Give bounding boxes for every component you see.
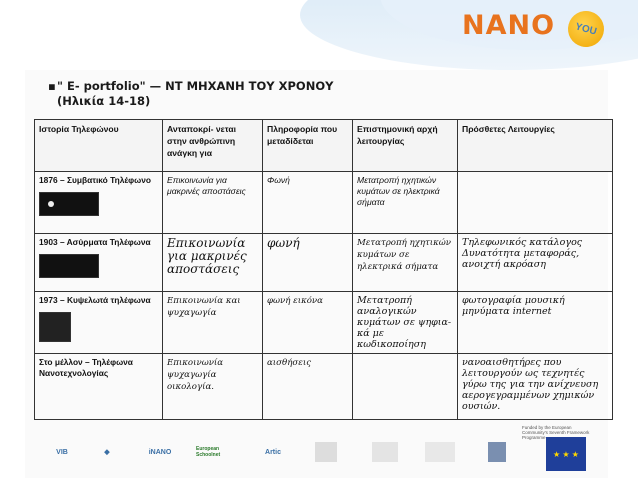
funding-note: Funded by the European Community's Seventh Framework Programme xyxy=(522,425,590,440)
eu-flag-icon: ★ ★ ★ xyxy=(546,437,586,471)
classic-phone-image xyxy=(39,192,99,216)
info-cell: φωνή xyxy=(263,234,353,292)
need-cell: Επικοινωνία και ψυχαγωγία xyxy=(163,292,263,354)
extras-cell: φωτογραφία μουσική μηνύματα internet xyxy=(458,292,613,354)
cordless-phone-image xyxy=(39,254,99,278)
column-header: Πρόσθετες Λειτουργίες xyxy=(458,120,613,172)
need-cell: Επικοινωνία για μακρινές αποστάσεις xyxy=(163,172,263,234)
principle-cell: Μετατροπή αναλογικών κυμάτων σε ψηφια- κά με κωδικοποίηση xyxy=(353,292,458,354)
era-cell xyxy=(35,292,163,354)
heading-line-1: " E- portfolio" — ΝΤ ΜΗΧΑΝΗ ΤΟΥ ΧΡΟΝΟΥ xyxy=(57,79,334,93)
column-header: Πληροφορία που μεταδίδεται xyxy=(263,120,353,172)
info-cell: φωνή εικόνα xyxy=(263,292,353,354)
partner-logo: European Schoolnet xyxy=(196,446,221,458)
partner-logo xyxy=(488,442,506,462)
extras-cell: Τηλεφωνικός κατάλογος Δυνατότητα μεταφοράς, ανοιχτή ακρόαση xyxy=(458,234,613,292)
table-row xyxy=(35,234,613,292)
header-banner xyxy=(0,0,638,70)
partner-logo xyxy=(315,442,337,462)
era-cell xyxy=(35,234,163,292)
partner-logo: VIB xyxy=(56,448,68,456)
extras-cell xyxy=(458,172,613,234)
era-label: 1876 – Συμβατικό Τηλέφωνο xyxy=(39,175,152,185)
info-cell: Φωνή xyxy=(263,172,353,234)
partner-logo xyxy=(372,442,398,462)
era-cell xyxy=(35,354,163,420)
principle-cell xyxy=(353,354,458,420)
nanoyou-logo: NANO xyxy=(462,10,556,41)
partner-logo xyxy=(425,442,455,462)
era-cell xyxy=(35,172,163,234)
table-row xyxy=(35,292,613,354)
column-header: Επιστημονική αρχή λειτουργίας xyxy=(353,120,458,172)
principle-cell: Μετατροπή ηχητικών κυμάτων σε ηλεκτρικά σήματα xyxy=(353,172,458,234)
portfolio-table xyxy=(34,119,613,420)
partner-logo: Artic xyxy=(265,448,281,456)
info-cell: αισθήσεις xyxy=(263,354,353,420)
mobile-phone-image xyxy=(39,312,71,342)
need-cell: Επικοινωνία ψυχαγωγία οικολογία. xyxy=(163,354,263,420)
era-label: 1973 – Κυψελωτά τηλέφωνα xyxy=(39,295,151,305)
document-heading: ▪" E- portfolio" — ΝΤ ΜΗΧΑΝΗ ΤΟΥ ΧΡΟΝΟΥ (Ηλικία 14-18) xyxy=(48,79,334,108)
heading-line-2: (Ηλικία 14-18) xyxy=(57,94,151,108)
table-row xyxy=(35,354,613,420)
extras-cell: νανοαισθητήρες που λειτουργούν ως τεχνητές γύρω της για την ανίχνευση αερογεγραμμένων χημικών ουσιών. xyxy=(458,354,613,420)
era-label: 1903 – Ασύρματα Τηλέφωνα xyxy=(39,237,151,247)
principle-cell: Μετατροπή ηχητικών κυμάτων σε ηλεκτρικά σήματα xyxy=(353,234,458,292)
column-header: Ιστορία Τηλεφώνου xyxy=(35,120,163,172)
partner-logo: ◆ xyxy=(104,449,110,456)
partner-logo: iNANO xyxy=(148,448,172,456)
table-header-row xyxy=(35,120,613,172)
era-label: Στο μέλλον – Τηλέφωνα Νανοτεχνολογίας xyxy=(39,357,133,378)
you-badge-icon: YOU xyxy=(564,7,608,51)
table-row xyxy=(35,172,613,234)
column-header: Ανταποκρί- νεται στην ανθρώπινη ανάγκη για xyxy=(163,120,263,172)
need-cell: Επικοινωνία για μακρινές αποστάσεις xyxy=(163,234,263,292)
